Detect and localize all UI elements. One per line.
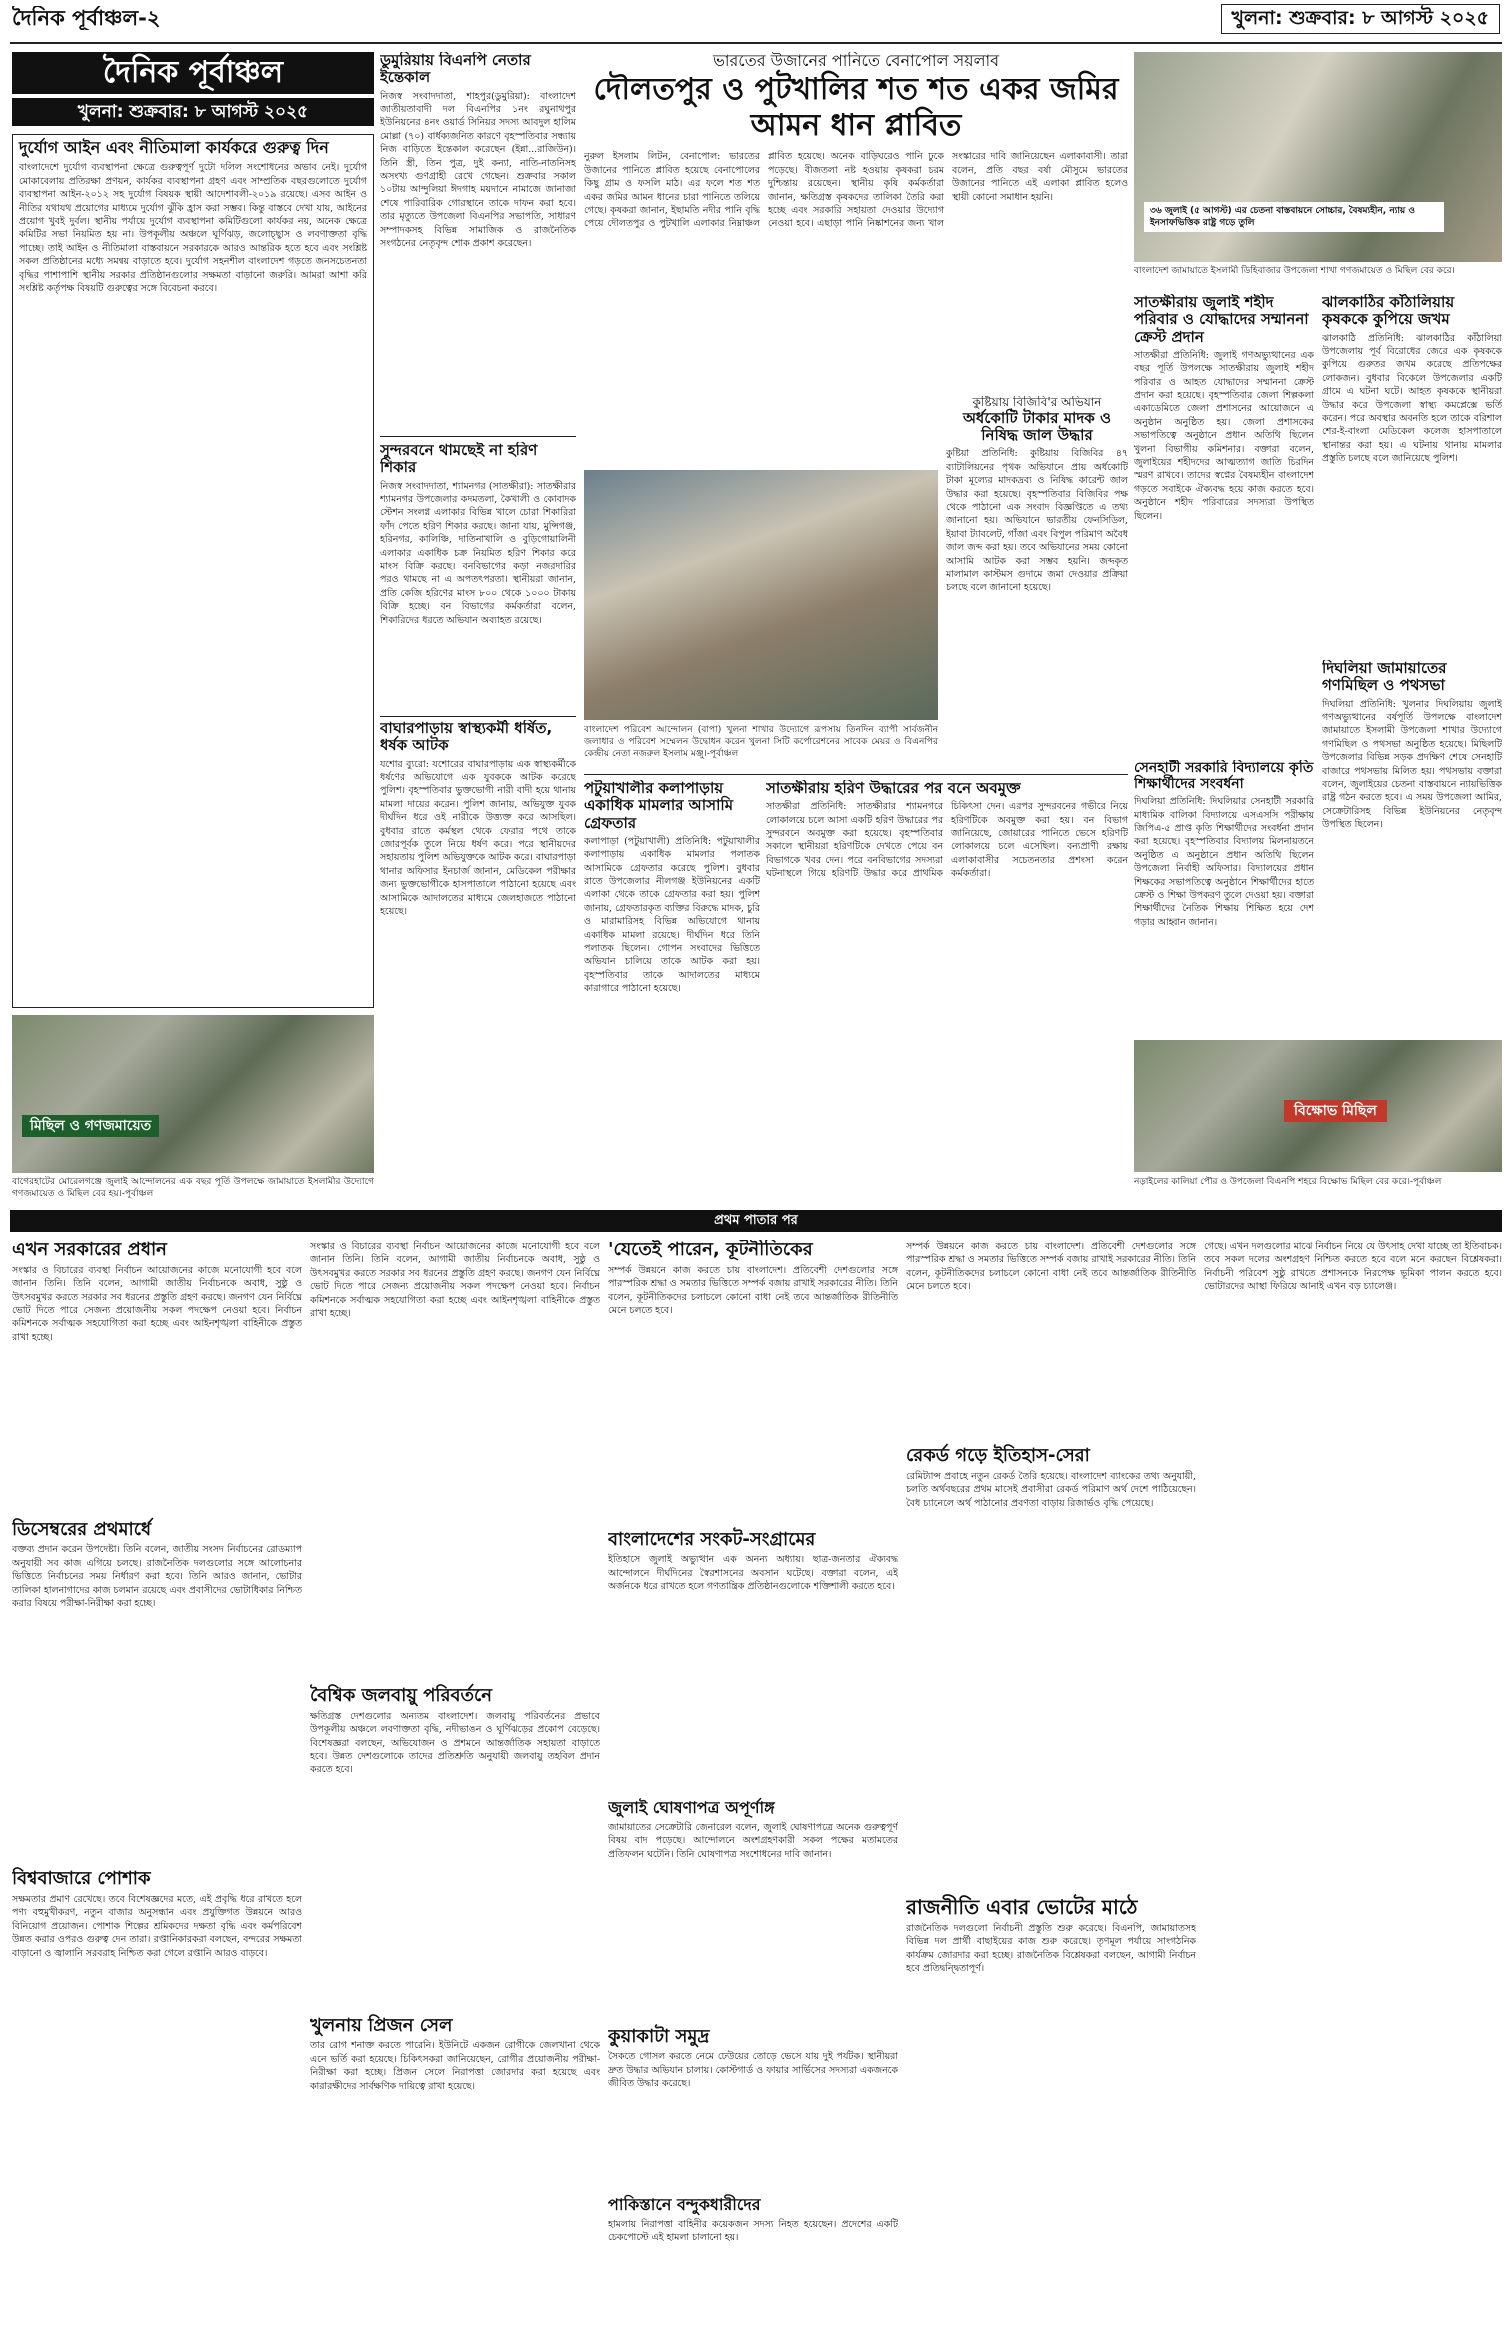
patuakhali-title: পটুয়াখালীর কলাপাড়ায় একাধিক মামলার আসামি গ্রেফতার: [584, 780, 734, 832]
bottom-col3: [608, 1240, 898, 2340]
col2-c-title: বাঘারপাড়ায় স্বাস্থ্যকর্মী ধর্ষিত, ধর্ষক আটক: [380, 720, 553, 755]
c5-body: গেছে। এখন দলগুলোর মাঝে নির্বাচন নিয়ে যে উৎসাহ দেখা যাচ্ছে তা ইতিবাচক। তবে সকল দলের অংশগ্রহণ নিশ্চিত করতে হবে বলে মনে করছেন বিশ্লেষকরা। নির্বাচনী পরিবেশ সুষ্ঠু রাখতে প্রশাসনকে নিরপেক্ষ ভূমিকা পালন করতে হবে। ভোটারদের আস্থা ফিরিয়ে আনাই এখন বড় চ্যালেঞ্জ।: [1204, 1241, 1502, 1293]
section-divider: [10, 1210, 1502, 1232]
col2-a-title: ডুমুরিয়ায় বিএনপি নেতার ইন্তেকাল: [380, 52, 531, 87]
masthead-date: খুলনা: শুক্রবার: ৮ আগস্ট ২০২৫: [12, 98, 374, 126]
senhati-title: সেনহাটী সরকারি বিদ্যালয়ে কৃতি শিক্ষার্থীদের সংবর্ধনা: [1134, 760, 1314, 793]
digholia-body: দিঘলিয়া প্রতিনিধি: খুলনার দিঘলিয়ায় জুলাই গণঅভ্যুত্থানের বর্ষপূর্তি উপলক্ষে বাংলাদেশ জামায়াতে ইসলামী উপজেলা শাখার উদ্যোগে গণমিছিল ও পথসভা অনুষ্ঠিত হয়েছে। মিছিলটি উপজেলার বিভিন্ন সড়ক প্রদক্ষিণ শেষে সেনহাটি বাজারে পথসভায় মিলিত হয়। পথসভায় বক্তারা বলেন, জুলাইয়ের চেতনা বাস্তবায়নে ন্যায়ভিত্তিক রাষ্ট্র গঠন করতে হবে। এ সময় উপজেলা আমির, সেক্রেটারিসহ বিভিন্ন ইউনিয়নের নেতৃবৃন্দ উপস্থিত ছিলেন।: [1322, 698, 1502, 831]
satkhira-deer-story: [766, 780, 1128, 1180]
c4-a-title: রেকর্ড গড়ে ইতিহাস-সেরা: [906, 1445, 1090, 1466]
col2-b-body: নিজস্ব সংবাদদাতা, শ্যামনগর (সাতক্ষীরা): সাতক্ষীরার শ্যামনগর উপজেলার কদমতলা, কৈখালী ও কোবাদক স্টেশন সংলগ্ন এলাকার বিভিন্ন খালে চোরা শিকারিরা ফাঁদ পেতে হরিণ শিকার করছে। জানা যায়, মুন্সিগঞ্জ, হরিনগর, কালিঞ্চি, দাতিনাখালি ও বুড়িগোয়ালিনী এলাকার একাধিক চক্র নিয়মিত হরিণ শিকার করে মাংস বিক্রি করছে। বনবিভাগের কড়া নজরদারির পরও থামছে না এ অপতৎপরতা। স্থানীয়রা জানান, প্রতি কেজি হরিণের মাংস ৮০০ থেকে ১০০০ টাকায় বিক্রি হচ্ছে। বন বিভাগের কর্মকর্তারা বলেন, শিকারিদের ধরতে অভিযান অব্যাহত রয়েছে।: [380, 480, 576, 626]
procession-photo-left: [12, 1015, 374, 1173]
senhati-story: [1134, 760, 1314, 1040]
satkhira-july-story: [1134, 294, 1314, 754]
jhalakathi-body: ঝালকাঠি প্রতিনিধি: ঝালকাঠির কাঁঠালিয়া উপজেলায় পূর্ব বিরোধের জেরে এক কৃষককে কুপিয়ে গুরুতর জখম করেছে প্রতিপক্ষের লোকজন। বুধবার বিকেলে উপজেলার একটি গ্রামে এ ঘটনা ঘটে। আহত কৃষককে স্থানীয়রা উদ্ধার করে উপজেলা স্বাস্থ্য কমপ্লেক্সে ভর্তি করেন। পরে অবস্থার অবনতি হলে তাকে বরিশাল শের-ই-বাংলা মেডিকেল কলেজ হাসপাতালে স্থানান্তর করা হয়। এ ঘটনায় থানায় মামলার প্রস্তুতি চলছে বলে জানিয়েছে পুলিশ।: [1322, 332, 1502, 465]
bottom-col1: [12, 1240, 302, 2340]
satkhira-july-body: সাতক্ষীরা প্রতিনিধি: জুলাই গণঅভ্যুত্থানের এক বছর পূর্তি উপলক্ষে সাতক্ষীরায় জুলাই শহীদ পরিবার ও আহত যোদ্ধাদের সম্মাননা ক্রেস্ট প্রদান করা হয়েছে। বৃহস্পতিবার জেলা শিল্পকলা একাডেমিতে জেলা প্রশাসনের আয়োজনে এ অনুষ্ঠান অনুষ্ঠিত হয়। জেলা প্রশাসকের সভাপতিত্বে অনুষ্ঠানে প্রধান অতিথি ছিলেন খুলনা বিভাগীয় কমিশনার। বক্তারা বলেন, জুলাইয়ের শহীদদের আত্মত্যাগ জাতি চিরদিন স্মরণ রাখবে। তাদের স্বপ্নের বৈষম্যহীন বাংলাদেশ গড়তে সবাইকে ঐক্যবদ্ধ হয়ে কাজ করতে হবে। অনুষ্ঠানে শহীদ পরিবারের সদস্যরা উপস্থিত ছিলেন।: [1134, 349, 1314, 522]
digholia-story: [1322, 660, 1502, 1040]
c3-d-title: কুয়াকাটা সমুদ্র: [608, 2025, 710, 2047]
senhati-body: দিঘলিয়া প্রতিনিধি: দিঘলিয়ার সেনহাটী সরকারি মাধ্যমিক বালিকা বিদ্যালয়ে এসএসসি পরীক্ষায় জিপিএ-৫ প্রাপ্ত কৃতি শিক্ষার্থীদের সংবর্ধনা প্রদান করা হয়েছে। বৃহস্পতিবার বিদ্যালয় মিলনায়তনে অনুষ্ঠিত এ অনুষ্ঠানে প্রধান অতিথি ছিলেন উপজেলা নির্বাহী অফিসার। বিদ্যালয়ের প্রধান শিক্ষকের সভাপতিত্বে অনুষ্ঠানে শিক্ষার্থীদের হাতে ক্রেস্ট ও শিক্ষা উপকরণ তুলে দেওয়া হয়। বক্তারা শিক্ষার্থীদের নৈতিক শিক্ষায় শিক্ষিত হয়ে দেশ গড়ার আহ্বান জানান।: [1134, 796, 1314, 928]
lead-kicker: ভারতের উজানের পানিতে বেনাপোল সয়লাব: [712, 52, 1000, 70]
c1-title: এখন সরকারের প্রধান: [12, 1240, 167, 1260]
editorial-box: [12, 134, 374, 1008]
kushtia-kicker: কুষ্টিয়ায় বিজিবি'র অভিযান: [972, 396, 1102, 409]
patuakhali-story: [584, 780, 760, 1180]
c3-b-body: ইতিহাসে জুলাই অভ্যুত্থান এক অনন্য অধ্যায়। ছাত্র-জনতার ঐক্যবদ্ধ আন্দোলনে দীর্ঘদিনের স্বৈরশাসনের অবসান ঘটেছে। বক্তারা বলেন, এই অর্জনকে ধরে রাখতে হলে গণতান্ত্রিক প্রতিষ্ঠানগুলোকে শক্তিশালী করতে হবে।: [608, 1554, 898, 1593]
right-top-caption: বাংলাদেশ জামায়াতে ইসলামী ডিহিবাজার উপজেলা শাখা গণজমায়েত ও মিছিল বের করে।: [1134, 266, 1455, 276]
right-top-photo: [1134, 52, 1502, 262]
c1-b-title: ডিসেম্বরের প্রথমার্ধে: [12, 1518, 152, 1540]
bottom-col2: [310, 1240, 600, 2340]
editorial-body: বাংলাদেশে দুর্যোগ ব্যবস্থাপনা ক্ষেত্রে গুরুত্বপূর্ণ দুটো দলিল সংশোধনের অভাব নেই। দুর্যোগ মোকাবেলায় প্রতিরক্ষা প্রণয়ন, কার্যকর ব্যবস্থাপনা গ্রহণ এবং সাম্প্রতিক বছরগুলোতে দুর্যোগ ব্যবস্থাপনা আইন-২০১২ সহ দুর্যোগ বিষয়ক স্থায়ী আদেশাবলী-২০১৯ রয়েছে। এসব আইন ও নীতির যথাযথ প্রয়োগের মাধ্যমে দুর্যোগ ঝুঁকি হ্রাস করা সম্ভব। কিন্তু বাস্তবে দেখা যায়, আইনের প্রয়োগ খুবই দুর্বল। স্থানীয় পর্যায়ে দুর্যোগ ব্যবস্থাপনা কমিটিগুলো কার্যকর নয়, অনেক ক্ষেত্রে কমিটির সভা নিয়মিত হয় না। উপকূলীয় অঞ্চলে ঘূর্ণিঝড়, জলোচ্ছ্বাস ও লবণাক্ততা বৃদ্ধি পাচ্ছে। তাই আইন ও নীতিমালা বাস্তবায়নে সরকারকে আরও আন্তরিক হতে হবে এবং সংশ্লিষ্ট সকল প্রতিষ্ঠানের মধ্যে সমন্বয় বাড়াতে হবে। দুর্যোগ সহনশীল বাংলাদেশ গড়তে জনসচেতনতা বৃদ্ধির পাশাপাশি স্থানীয় সরকার প্রতিষ্ঠানগুলোর সক্ষমতা বাড়ানো জরুরি। আমরা আশা করি সংশ্লিষ্ট কর্তৃপক্ষ বিষয়টি গুরুত্বের সঙ্গে বিবেচনা করবে।: [19, 162, 367, 295]
right-top-banner: ৩৬ জুলাই (৫ আগস্ট) এর চেতনা বাস্তবায়নে সোচ্চার, বৈষম্যহীন, ন্যায় ও ইনসাফভিত্তিক রাষ্ট্র গড়ে তুলি: [1144, 202, 1444, 232]
c1-b-body: বক্তব্য প্রদান করেন উপদেষ্টা। তিনি বলেন, জাতীয় সংসদ নির্বাচনের রোডম্যাপ অনুযায়ী সব কাজ এগিয়ে চলছে। রাজনৈতিক দলগুলোর সঙ্গে আলোচনার ভিত্তিতে নির্বাচনের সময় নির্ধারণ করা হবে। তিনি আরও জানান, ভোটার তালিকা হালনাগাদের কাজ চলমান রয়েছে এবং প্রবাসীদের ভোটাধিকার নিশ্চিত করার বিষয়ে পরীক্ষা-নিরীক্ষা করা হচ্ছে।: [12, 1544, 302, 1609]
satkhira-deer-title: সাতক্ষীরায় হরিণ উদ্ধারের পর বনে অবমুক্ত: [766, 780, 1021, 797]
jhalakathi-story: [1322, 294, 1502, 654]
c3-e-body: হামলায় নিরাপত্তা বাহিনীর কয়েকজন সদস্য নিহত হয়েছেন। প্রদেশের একটি চেকপোস্টে এই হামলা চালানো হয়।: [608, 2218, 898, 2244]
c4-b-title: রাজনীতি এবার ভোটের মাঠে: [906, 1894, 1138, 1919]
right-bottom-photo: [1134, 1040, 1502, 1172]
photo-caption-left: বাগেরহাটের মোরেলগঞ্জে জুলাই আন্দোলনের এক বছর পূর্তি উপলক্ষে জামায়াতে ইসলামীর উদ্যোগে গণজমায়েত ও মিছিল বের হয়।-পূর্বাঞ্চল: [12, 1177, 374, 1199]
c4-lead-body: সম্পর্ক উন্নয়নে কাজ করতে চায় বাংলাদেশ। প্রতিবেশী দেশগুলোর সঙ্গে পারস্পরিক শ্রদ্ধা ও সমতার ভিত্তিতে সম্পর্ক বজায় রাখাই সরকারের নীতি। তিনি বলেন, কূটনীতিকদের চলাচলে কোনো বাধা নেই তবে আন্তর্জাতিক রীতিনীতি মেনে চলতে হবে।: [906, 1241, 1196, 1293]
c2-lead-body: সংস্কার ও বিচারের ব্যবস্থা নির্বাচন আয়োজনের কাজে মনোযোগী হবে বলে জানান তিনি। তিনি বলেন, আগামী জাতীয় নির্বাচনকে অবাধ, সুষ্ঠু ও উৎসবমুখর করতে সরকার সব ধরনের প্রস্তুতি গ্রহণ করছে। জনগণ যেন নির্বিঘ্নে ভোট দিতে পারে সেজন্য প্রয়োজনীয় সকল পদক্ষেপ নেওয়া হবে। নির্বাচন কমিশনকে সর্বাত্মক সহযোগিতা করা হচ্ছে এবং আইনশৃঙ্খলা বাহিনীকে প্রস্তুত রাখা হচ্ছে।: [310, 1241, 600, 1320]
procession-banner: মিছিল ও গণজমায়েত: [22, 1115, 159, 1137]
c2-body: ক্ষতিগ্রস্ত দেশগুলোর অন্যতম বাংলাদেশ। জলবায়ু পরিবর্তনের প্রভাবে উপকূলীয় অঞ্চলে লবণাক্ততা বৃদ্ধি, নদীভাঙন ও ঘূর্ণিঝড়ের প্রকোপ বেড়েছে। বিশেষজ্ঞরা বলছেন, অভিযোজন ও প্রশমনে আন্তর্জাতিক সহায়তা বাড়াতে হবে। উন্নত দেশগুলোকে তাদের প্রতিশ্রুতি অনুযায়ী জলবায়ু তহবিল প্রদান করতে হবে।: [310, 1710, 600, 1776]
c4-a-body: রেমিট্যান্স প্রবাহে নতুন রেকর্ড তৈরি হয়েছে। বাংলাদেশ ব্যাংকের তথ্য অনুযায়ী, চলতি অর্থবছরের প্রথম মাসেই প্রবাসীরা রেকর্ড পরিমাণ অর্থ দেশে পাঠিয়েছেন। বৈধ চ্যানেলে অর্থ পাঠানোর প্রবণতা বাড়ায় রিজার্ভও বৃদ্ধি পেয়েছে।: [906, 1470, 1196, 1509]
col2-story-a: [380, 52, 576, 432]
lead-rule: [584, 774, 1128, 775]
masthead: [12, 52, 374, 94]
c4-b-body: রাজনৈতিক দলগুলো নির্বাচনী প্রস্তুতি শুরু করেছে। বিএনপি, জামায়াতসহ বিভিন্ন দল প্রার্থী বাছাইয়ের কাজ শুরু করেছে। তৃণমূল পর্যায়ে সাংগঠনিক কার্যক্রম জোরদার করা হচ্ছে। রাজনৈতিক বিশ্লেষকরা বলছেন, আগামী নির্বাচন হবে প্রতিদ্বন্দ্বিতাপূর্ণ।: [906, 1922, 1196, 1974]
c3-b-title: বাংলাদেশের সংকট-সংগ্রামের: [608, 1528, 816, 1550]
col2-rule-1: [380, 436, 576, 437]
satkhira-july-title: সাতক্ষীরায় জুলাই শহীদ পরিবার ও যোদ্ধাদের সম্মাননা ক্রেস্ট প্রদান: [1134, 294, 1309, 346]
col2-story-b: [380, 442, 576, 712]
c3-c-body: জামায়াতের সেক্রেটারি জেনারেল বলেন, জুলাই ঘোষণাপত্রে অনেক গুরুত্বপূর্ণ বিষয় বাদ পড়েছে। আন্দোলনে অংশগ্রহণকারী সকল পক্ষের মতামতের প্রতিফলন ঘটেনি। তিনি ঘোষণাপত্র সংশোধনের দাবি জানান।: [608, 1821, 898, 1860]
col2-rule-2: [380, 716, 576, 717]
bottom-col5: [1204, 1240, 1502, 2340]
col2-a-body: নিজস্ব সংবাদদাতা, শাহপুর(ডুমুরিয়া): বাংলাদেশ জাতীয়তাবাদী দল বিএনপির ১নং রঘুনাথপুর ইউনিয়নের ৪নং ওয়ার্ড সিনিয়র সদস্য আবদুল হালিম মোল্লা (৭০) বার্ধক্যজনিত কারণে বৃহস্পতিবার সন্ধ্যায় নিজ বাড়িতে ইন্তেকাল করেছেন (ইন্না...রাজিউন)। তিনি স্ত্রী, তিন পুত্র, দুই কন্যা, নাতি-নাতনিসহ অসংখ্য গুণগ্রাহী রেখে গেছেন। শুক্রবার সকাল ১০টায় আন্দুলিয়া ঈদগাহ ময়দানে নামাজে জানাজা শেষে পারিবারিক গোরস্থানে তাকে দাফন করা হবে। তার মৃত্যুতে উপজেলা বিএনপির সভাপতি, সাধারণ সম্পাদকসহ বিভিন্ন সামাজিক ও রাজনৈতিক সংগঠনের নেতৃবৃন্দ শোক প্রকাশ করেছেন।: [380, 90, 576, 249]
col2-story-c: [380, 720, 576, 1180]
lead-photo: [584, 470, 938, 720]
lead-photo-caption: বাংলাদেশ পরিবেশ আন্দোলন (বাপা) খুলনা শাখার উদ্যোগে রূপসায় তিনদিন ব্যাপী সার্বজনীন জলাধার ও পরিবেশ সম্মেলন উদ্বোধন করেন খুলনা সিটি কর্পোরেশনের সাবেক মেয়র ও বিএনপির কেন্দ্রীয় নেতা নজরুল ইসলাম মঞ্জু।-পূর্বাঞ্চল: [584, 725, 938, 759]
top-header: [0, 0, 1512, 40]
header-rule: [10, 42, 1502, 44]
c3-d-body: সৈকতে গোসল করতে নেমে ঢেউয়ের তোড়ে ভেসে যায় দুই পর্যটক। স্থানীয়রা দ্রুত উদ্ধার অভিযান চালায়। কোস্টগার্ড ও ফায়ার সার্ভিসের সদস্যরা একজনকে জীবিত উদ্ধার করেছে।: [608, 2051, 898, 2090]
page-header-right: খুলনা: শুক্রবার: ৮ আগস্ট ২০২৫: [1221, 4, 1501, 34]
c3-c-title: জুলাই ঘোষণাপত্র অপূর্ণাঙ্গ: [608, 1798, 775, 1818]
editorial-title: দুর্যোগ আইন এবং নীতিমালা কার্যকরে গুরুত্ব দিন: [19, 138, 329, 157]
c3-a-title: 'যেতেই পারেন, কূটনীতিকের: [608, 1240, 813, 1260]
masthead-title: দৈনিক পূর্বাঞ্চল: [102, 55, 284, 90]
page-header-left: দৈনিক পূর্বাঞ্চল-২: [12, 6, 161, 30]
c2-title: বৈশ্বিক জলবায়ু পরিবর্তনে: [310, 1685, 492, 1706]
c1-c-title: বিশ্ববাজারে পোশাক: [12, 1868, 151, 1890]
c3-e-title: পাকিস্তানে বন্দুকধারীদের: [608, 2195, 761, 2215]
right-bottom-banner: বিক্ষোভ মিছিল: [1284, 1100, 1387, 1122]
satkhira-deer-body: সাতক্ষীরা প্রতিনিধি: সাতক্ষীরার শ্যামনগরে লোকালয়ে চলে আসা একটি হরিণ উদ্ধারের পর সুন্দরবনে অবমুক্ত করা হয়েছে। বৃহস্পতিবার সকালে স্থানীয়রা হরিণটিকে দেখতে পেয়ে বন বিভাগকে খবর দেন। পরে বনবিভাগের সদস্যরা ঘটনাস্থলে গিয়ে হরিণটি উদ্ধার করে প্রাথমিক চিকিৎসা দেন। এরপর সুন্দরবনের গভীরে নিয়ে হরিণটিকে অবমুক্ত করা হয়। বন বিভাগ জানিয়েছে, জোয়ারের পানিতে ভেসে হরিণটি লোকালয়ে চলে এসেছিল। বন্যপ্রাণী রক্ষায় এলাকাবাসীর সচেতনতার প্রশংসা করেন কর্মকর্তারা।: [766, 801, 1128, 880]
col2-b-title: সুন্দরবনে থামছেই না হরিণ শিকার: [380, 442, 538, 477]
digholia-title: দিঘলিয়া জামায়াতের গণমিছিল ও পথসভা: [1322, 660, 1447, 695]
section-divider-label: প্রথম পাতার পর: [714, 1213, 798, 1228]
lead-body: নুরুল ইসলাম লিটন, বেনাপোল: ভারতের উজানের পানিতে প্লাবিত হয়েছে বেনাপোলের কিছু গ্রাম ও ফসলি মাঠ। এর ফলে শত শত একর জমির আমন ধানের চারা পানিতে তলিয়ে গেছে। কৃষকরা জানান, ইছামতি নদীর পানি বৃদ্ধি পেয়ে দৌলতপুর ও পুটখালি এলাকার নিম্নাঞ্চল প্লাবিত হয়েছে। অনেক বাড়িঘরেও পানি ঢুকে পড়েছে। বীজতলা নষ্ট হওয়ায় কৃষকরা চরম দুশ্চিন্তায় রয়েছেন। স্থানীয় কৃষি কর্মকর্তারা জানান, ক্ষতিগ্রস্ত কৃষকদের তালিকা তৈরি করা হচ্ছে এবং সরকারি সহায়তা দেওয়ার উদ্যোগ নেওয়া হবে। এছাড়া পানি নিষ্কাশনের জন্য খাল সংস্কারের দাবি জানিয়েছেন এলাকাবাসী। তারা বলেন, প্রতি বছর বর্ষা মৌসুমে ভারতের উজানের পানিতে এই এলাকা প্লাবিত হলেও স্থায়ী কোনো সমাধান হয়নি।: [584, 151, 1128, 230]
jhalakathi-title: ঝালকাঠির কাঁঠালিয়ায় কৃষককে কুপিয়ে জখম: [1322, 294, 1455, 329]
kushtia-title: অর্ধকোটি টাকার মাদক ও নিষিদ্ধ জাল উদ্ধার: [962, 408, 1112, 445]
right-bottom-caption: নড়াইলের কালিয়া পৌর ও উপজেলা বিএনপি শহরে বিক্ষোভ মিছিল বের করে।-পূর্বাঞ্চল: [1134, 1177, 1442, 1187]
kushtia-body: কুষ্টিয়া প্রতিনিধি: কুষ্টিয়ায় বিজিবির ৪৭ ব্যাটালিয়নের পৃথক অভিযানে প্রায় অর্ধকোটি টাকা মূল্যের মাদকদ্রব্য ও নিষিদ্ধ কারেন্ট জাল উদ্ধার করা হয়েছে। বৃহস্পতিবার বিজিবির পক্ষ থেকে পাঠানো এক সংবাদ বিজ্ঞপ্তিতে এ তথ্য জানানো হয়। অভিযানে ভারতীয় ফেনসিডিল, ইয়াবা ট্যাবলেট, গাঁজা এবং বিপুল পরিমাণ অবৈধ জাল জব্দ করা হয়। তবে অভিযানের সময় কোনো আসামি আটক করা সম্ভব হয়নি। জব্দকৃত মালামাল কাস্টমস গুদামে জমা দেওয়ার প্রক্রিয়া চলছে বলে জানানো হয়েছে।: [946, 448, 1128, 594]
patuakhali-body: কলাপাড়া (পটুয়াখালী) প্রতিনিধি: পটুয়াখালীর কলাপাড়ায় একাধিক মামলার পলাতক আসামিকে গ্রেফতার করেছে পুলিশ। বুধবার রাতে উপজেলার নীলগঞ্জ ইউনিয়নের একটি এলাকা থেকে তাকে গ্রেফতার করা হয়। পুলিশ জানায়, গ্রেফতারকৃত ব্যক্তির বিরুদ্ধে মাদক, চুরি ও মারামারিসহ বিভিন্ন অভিযোগে থানায় একাধিক মামলা রয়েছে। দীর্ঘদিন ধরে তিনি পলাতক ছিলেন। গোপন সংবাদের ভিত্তিতে অভিযান চালিয়ে তাকে আটক করা হয়। বৃহস্পতিবার তাকে আদালতের মাধ্যমে কারাগারে পাঠানো হয়েছে।: [584, 835, 760, 995]
c3-a-body: সম্পর্ক উন্নয়নে কাজ করতে চায় বাংলাদেশ। প্রতিবেশী দেশগুলোর সঙ্গে পারস্পরিক শ্রদ্ধা ও সমতার ভিত্তিতে সম্পর্ক বজায় রাখাই সরকারের নীতি। তিনি বলেন, কূটনীতিকদের চলাচলে কোনো বাধা নেই তবে আন্তর্জাতিক রীতিনীতি মেনে চলতে হবে।: [608, 1264, 898, 1316]
c2-b-body: তার রোগ শনাক্ত করতে পারেনি। ইউনিটে একজন রোগীকে জেলখানা থেকে এনে ভর্তি করা হয়েছে। চিকিৎসকরা জানিয়েছেন, রোগীর প্রয়োজনীয় পরীক্ষা-নিরীক্ষা করা হচ্ছে। প্রিজন সেলে নিরাপত্তা জোরদার করা হয়েছে এবং কারারক্ষীদের সার্বক্ষণিক দায়িত্বে রাখা হয়েছে।: [310, 2040, 600, 2092]
col2-c-body: যশোর ব্যুরো: যশোরের বাঘারপাড়ায় এক স্বাস্থ্যকর্মীকে ধর্ষণের অভিযোগে এক যুবককে আটক করেছে পুলিশ। বৃহস্পতিবার ভুক্তভোগী নারী বাদী হয়ে থানায় মামলা দায়ের করেন। পুলিশ জানায়, অভিযুক্ত যুবক দীর্ঘদিন ধরে ওই নারীকে উত্ত্যক্ত করে আসছিল। বুধবার রাতে কর্মস্থল থেকে ফেরার পথে তাকে জোরপূর্বক তুলে নিয়ে ধর্ষণ করে। পরে স্থানীয়দের সহায়তায় পুলিশ অভিযুক্তকে আটক করে। বাঘারপাড়া থানার অফিসার ইনচার্জ জানান, মেডিকেল পরীক্ষার জন্য ভুক্তভোগীকে হাসপাতালে পাঠানো হয়েছে এবং আসামিকে আদালতের মাধ্যমে জেলহাজতে পাঠানো হয়েছে।: [380, 758, 576, 917]
kushtia-story: [946, 396, 1128, 772]
c1-body: সংস্কার ও বিচারের ব্যবস্থা নির্বাচন আয়োজনের কাজে মনোযোগী হবে বলে জানান তিনি। তিনি বলেন, আগামী জাতীয় নির্বাচনকে অবাধ, সুষ্ঠু ও উৎসবমুখর করতে সরকার সব ধরনের প্রস্তুতি গ্রহণ করছে। জনগণ যেন নির্বিঘ্নে ভোট দিতে পারে সেজন্য প্রয়োজনীয় সকল পদক্ষেপ নেওয়া হবে। নির্বাচন কমিশনকে সর্বাত্মক সহযোগিতা করা হচ্ছে এবং আইনশৃঙ্খলা বাহিনীকে প্রস্তুত রাখা হচ্ছে।: [12, 1264, 302, 1343]
c2-b-title: খুলনায় প্রিজন সেল: [310, 2014, 453, 2036]
lead-title: দৌলতপুর ও পুটখালির শত শত একর জমির আমন ধান প্লাবিত: [593, 72, 1119, 144]
c1-c-body: সক্ষমতার প্রমাণ রেখেছে। তবে বিশেষজ্ঞদের মতে, এই প্রবৃদ্ধি ধরে রাখতে হলে পণ্য বহুমুখীকরণ, নতুন বাজার অনুসন্ধান এবং প্রযুক্তিগত উন্নয়নে আরও বিনিয়োগ প্রয়োজন। পোশাক শিল্পের শ্রমিকদের দক্ষতা বৃদ্ধি এবং কর্মপরিবেশ উন্নত করার ওপরও গুরুত্ব দেন তারা। রপ্তানিকারকরা বলছেন, বন্দরের সক্ষমতা বাড়ানো ও জ্বালানি সরবরাহ নিশ্চিত করা গেলে রপ্তানি আরও বাড়বে।: [12, 1894, 302, 1959]
bottom-col4: [906, 1240, 1196, 2340]
